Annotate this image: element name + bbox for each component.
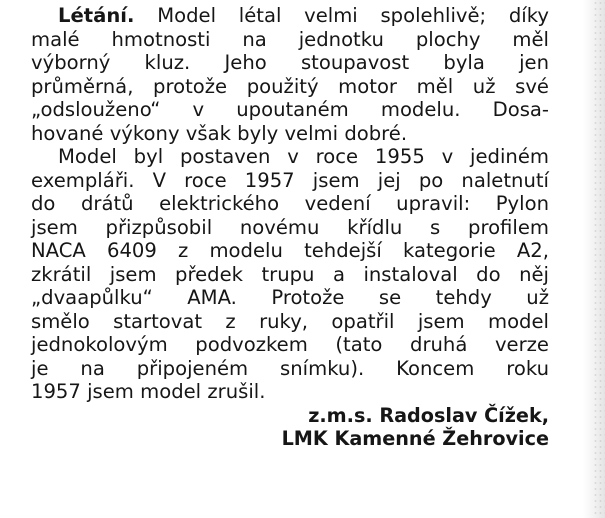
text-line: jsem přizpůsobil novému křídlu s profilem <box>31 215 549 239</box>
text-line: jednokolovým podvozkem (tato druhá verze <box>31 333 549 356</box>
text-line <box>31 4 549 28</box>
author-name: z.m.s. Radoslav Čížek, <box>308 403 549 427</box>
text-line: zkrátil jsem předek trupu a instaloval do něj <box>31 262 549 286</box>
scan-edge-shadow <box>583 0 605 518</box>
text-line: „dvaapůlku“ AMA. Protože se tehdy už <box>31 286 549 309</box>
article-text <box>31 4 549 451</box>
text-line: Model byl postaven v roce 1955 v jediném <box>58 145 549 168</box>
paragraph-history <box>31 145 549 404</box>
text-line: je na připojeném snímku). Koncem roku <box>31 356 549 380</box>
text-line: do drátů elektrického vedení upravil: Pylon <box>31 192 549 215</box>
text-line: NACA 6409 z modelu tehdejší kategorie A2, <box>31 239 549 262</box>
paragraph-lead: Létání. <box>58 4 135 27</box>
text-line: „odslouženo“ v upoutaném modelu. Dosa- <box>31 98 549 121</box>
text-line: hované výkony však byly velmi dobré. <box>31 121 408 145</box>
text-line: 1957 jsem model zrušil. <box>31 380 266 403</box>
signature-block <box>31 404 549 451</box>
text-line: výborný kluz. Jeho stoupavost byla jen <box>31 51 549 74</box>
author-club: LMK Kamenné Žehrovice <box>281 427 549 450</box>
text-line: smělo startovat z ruky, opatřil jsem model <box>31 309 549 333</box>
text-line: průměrná, protože použitý motor měl už své <box>31 74 549 98</box>
text-line: malé hmotnosti na jednotku plochy měl <box>31 27 549 51</box>
text-line: exempláři. V roce 1957 jsem jej po naletnutí <box>31 168 549 192</box>
line-text: Model létal velmi spolehlivě; díky <box>157 4 549 27</box>
paragraph-flying <box>31 4 549 145</box>
